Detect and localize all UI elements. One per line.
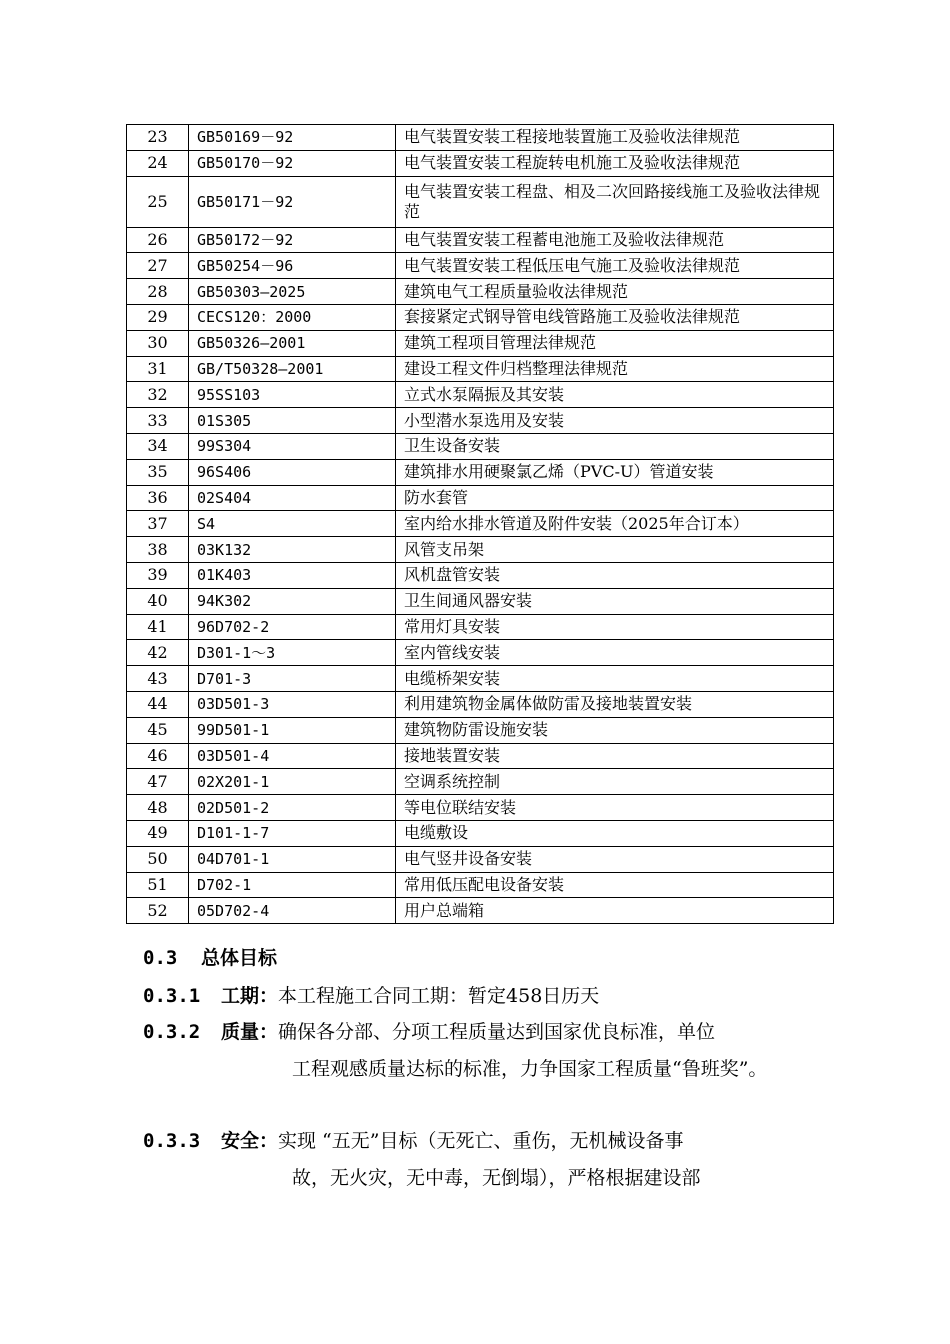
- row-number: 34: [127, 433, 189, 459]
- goal-item-quality: [143, 1014, 813, 1087]
- item-number: 0.3.1: [143, 985, 201, 1007]
- standard-code: 02D501-2: [189, 795, 396, 821]
- row-number: 44: [127, 691, 189, 717]
- standard-code: GB50254－96: [189, 253, 396, 279]
- standard-code: 05D702-4: [189, 898, 396, 924]
- standard-code: GB50171－92: [189, 176, 396, 227]
- standard-code: 03D501-3: [189, 691, 396, 717]
- row-number: 37: [127, 511, 189, 537]
- standards-table: [126, 124, 834, 924]
- standard-name: 小型潜水泵选用及安装: [396, 408, 834, 434]
- item-label: 安全：: [221, 1130, 279, 1152]
- standard-name: 室内管线安装: [396, 640, 834, 666]
- standards-table-body: [127, 125, 834, 924]
- row-number: 51: [127, 872, 189, 898]
- standard-name: 电缆桥架安装: [396, 666, 834, 692]
- row-number: 30: [127, 330, 189, 356]
- standard-code: GB50169－92: [189, 125, 396, 151]
- item-label: 工期：: [221, 985, 279, 1007]
- standard-name: 电气竖井设备安装: [396, 846, 834, 872]
- standard-code: GB50303—2025: [189, 279, 396, 305]
- standard-code: CECS120：2000: [189, 304, 396, 330]
- goal-item-safety: [143, 1123, 813, 1196]
- standard-code: GB50326—2001: [189, 330, 396, 356]
- item-text: 本工程施工合同工期：暂定458日历天: [278, 985, 600, 1007]
- row-number: 39: [127, 562, 189, 588]
- standard-name: 建筑物防雷设施安装: [396, 717, 834, 743]
- table-row: [127, 176, 834, 227]
- standard-name: 建设工程文件归档整理法律规范: [396, 356, 834, 382]
- goal-item-schedule: [143, 978, 813, 1015]
- table-row: [127, 795, 834, 821]
- standard-name: 电气装置安装工程旋转电机施工及验收法律规范: [396, 150, 834, 176]
- row-number: 24: [127, 150, 189, 176]
- standard-name: 风管支吊架: [396, 537, 834, 563]
- standard-code: D702-1: [189, 872, 396, 898]
- standard-name: 电缆敷设: [396, 820, 834, 846]
- row-number: 29: [127, 304, 189, 330]
- table-row: [127, 898, 834, 924]
- row-number: 28: [127, 279, 189, 305]
- table-row: [127, 640, 834, 666]
- section-heading: [143, 942, 277, 975]
- table-row: [127, 408, 834, 434]
- standard-code: 99D501-1: [189, 717, 396, 743]
- standard-code: 95SS103: [189, 382, 396, 408]
- standard-code: GB50170－92: [189, 150, 396, 176]
- row-number: 23: [127, 125, 189, 151]
- table-row: [127, 253, 834, 279]
- standard-name: 电气装置安装工程蓄电池施工及验收法律规范: [396, 227, 834, 253]
- standard-name: 等电位联结安装: [396, 795, 834, 821]
- row-number: 48: [127, 795, 189, 821]
- standard-code: D701-3: [189, 666, 396, 692]
- row-number: 49: [127, 820, 189, 846]
- standard-code: 02S404: [189, 485, 396, 511]
- row-number: 35: [127, 459, 189, 485]
- row-number: 26: [127, 227, 189, 253]
- item-label: 质量：: [221, 1021, 279, 1043]
- section-number: 0.3: [143, 947, 178, 969]
- standard-code: 01S305: [189, 408, 396, 434]
- table-row: [127, 125, 834, 151]
- standard-code: 99S304: [189, 433, 396, 459]
- section-title: 总体目标: [201, 947, 278, 969]
- standard-code: GB/T50328—2001: [189, 356, 396, 382]
- table-row: [127, 304, 834, 330]
- table-row: [127, 150, 834, 176]
- row-number: 33: [127, 408, 189, 434]
- row-number: 43: [127, 666, 189, 692]
- row-number: 42: [127, 640, 189, 666]
- standard-name: 建筑工程项目管理法律规范: [396, 330, 834, 356]
- standard-name: 室内给水排水管道及附件安装（2025年合订本）: [396, 511, 834, 537]
- standard-code: 04D701-1: [189, 846, 396, 872]
- table-row: [127, 691, 834, 717]
- standard-name: 常用灯具安装: [396, 614, 834, 640]
- row-number: 25: [127, 176, 189, 227]
- table-row: [127, 846, 834, 872]
- standard-name: 卫生间通风器安装: [396, 588, 834, 614]
- standard-code: D101-1-7: [189, 820, 396, 846]
- standard-name: 电气装置安装工程盘、相及二次回路接线施工及验收法律规范: [396, 176, 834, 227]
- row-number: 27: [127, 253, 189, 279]
- table-row: [127, 433, 834, 459]
- standard-name: 接地装置安装: [396, 743, 834, 769]
- item-text-continued: 工程观感质量达标的标准，力争国家工程质量“鲁班奖”。: [292, 1057, 768, 1080]
- item-text: 确保各分部、分项工程质量达到国家优良标准，单位: [278, 1021, 716, 1043]
- row-number: 52: [127, 898, 189, 924]
- row-number: 45: [127, 717, 189, 743]
- table-row: [127, 743, 834, 769]
- table-row: [127, 330, 834, 356]
- standard-name: 用户总端箱: [396, 898, 834, 924]
- item-number: 0.3.2: [143, 1021, 201, 1043]
- standard-name: 防水套管: [396, 485, 834, 511]
- standard-code: 02X201-1: [189, 769, 396, 795]
- row-number: 32: [127, 382, 189, 408]
- table-row: [127, 356, 834, 382]
- table-row: [127, 588, 834, 614]
- standard-name: 电气装置安装工程低压电气施工及验收法律规范: [396, 253, 834, 279]
- row-number: 46: [127, 743, 189, 769]
- standard-code: 96S406: [189, 459, 396, 485]
- standard-code: D301-1～3: [189, 640, 396, 666]
- row-number: 36: [127, 485, 189, 511]
- table-row: [127, 485, 834, 511]
- standard-code: 01K403: [189, 562, 396, 588]
- row-number: 41: [127, 614, 189, 640]
- item-text: 实现 “五无”目标（无死亡、重伤，无机械设备事: [278, 1130, 684, 1152]
- table-row: [127, 820, 834, 846]
- standard-code: 96D702-2: [189, 614, 396, 640]
- table-row: [127, 717, 834, 743]
- standard-name: 空调系统控制: [396, 769, 834, 795]
- standard-name: 建筑电气工程质量验收法律规范: [396, 279, 834, 305]
- table-row: [127, 769, 834, 795]
- standard-code: GB50172－92: [189, 227, 396, 253]
- row-number: 40: [127, 588, 189, 614]
- standard-name: 立式水泵隔振及其安装: [396, 382, 834, 408]
- table-row: [127, 666, 834, 692]
- standard-name: 常用低压配电设备安装: [396, 872, 834, 898]
- standard-name: 风机盘管安装: [396, 562, 834, 588]
- standard-name: 套接紧定式钢导管电线管路施工及验收法律规范: [396, 304, 834, 330]
- standard-name: 卫生设备安装: [396, 433, 834, 459]
- table-row: [127, 227, 834, 253]
- table-row: [127, 562, 834, 588]
- table-row: [127, 279, 834, 305]
- table-row: [127, 382, 834, 408]
- table-row: [127, 872, 834, 898]
- table-row: [127, 511, 834, 537]
- item-number: 0.3.3: [143, 1130, 201, 1152]
- row-number: 38: [127, 537, 189, 563]
- row-number: 50: [127, 846, 189, 872]
- item-text-continued: 故，无火灾，无中毒，无倒塌），严格根据建设部: [292, 1166, 701, 1189]
- standard-code: S4: [189, 511, 396, 537]
- standard-name: 建筑排水用硬聚氯乙烯（PVC-U）管道安装: [396, 459, 834, 485]
- standard-name: 电气装置安装工程接地装置施工及验收法律规范: [396, 125, 834, 151]
- table-row: [127, 459, 834, 485]
- table-row: [127, 614, 834, 640]
- standard-code: 94K302: [189, 588, 396, 614]
- row-number: 31: [127, 356, 189, 382]
- standard-code: 03K132: [189, 537, 396, 563]
- standard-code: 03D501-4: [189, 743, 396, 769]
- standard-name: 利用建筑物金属体做防雷及接地装置安装: [396, 691, 834, 717]
- row-number: 47: [127, 769, 189, 795]
- table-row: [127, 537, 834, 563]
